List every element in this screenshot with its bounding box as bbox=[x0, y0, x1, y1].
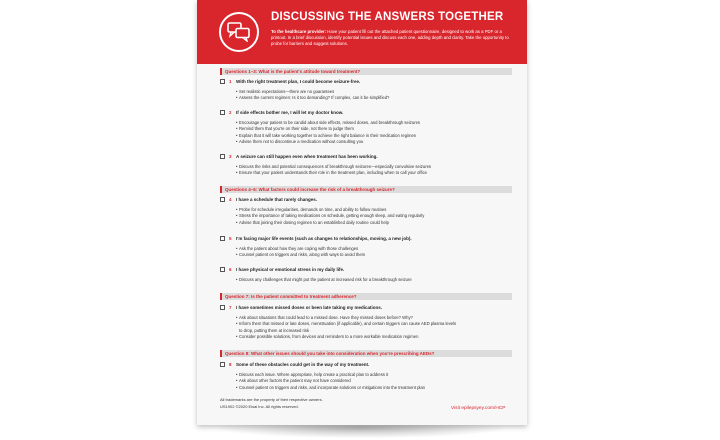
bullet-item: • Explain that it will take working together to achieve the right balance in their medication regimen bbox=[236, 133, 506, 139]
footer-link-label: Visit bbox=[451, 406, 462, 411]
speech-bubbles-icon bbox=[219, 12, 259, 52]
checkbox-5[interactable] bbox=[220, 236, 225, 241]
question-number: 1 bbox=[229, 78, 232, 84]
question-text: If side effects bother me, I will let my doctor know. bbox=[236, 109, 344, 115]
bullet-item: • Stress the importance of taking medications on schedule, getting enough sleep, and eating regularly bbox=[236, 213, 506, 219]
bullet-item: • Discuss any challenges that might put the patient at increased risk for a breakthrough seizure bbox=[236, 277, 506, 283]
intro-label: To the healthcare provider: bbox=[271, 29, 327, 34]
footer-link-url[interactable]: epilepsyey.com/HCP bbox=[461, 406, 506, 411]
question-text: Some of these obstacles could get in the way of my treatment. bbox=[236, 361, 370, 367]
question-number: 8 bbox=[229, 361, 232, 367]
bullet-list bbox=[236, 246, 506, 259]
question-text: I have sometimes missed doses or been late taking my medications. bbox=[236, 304, 383, 310]
bullet-item: • Ask the patient about how they are coping with those challenges bbox=[236, 246, 506, 252]
bullet-list bbox=[236, 89, 506, 102]
question-text: I'm facing major life events (such as changes to relationships, moving, a new job). bbox=[236, 235, 412, 241]
checkbox-7[interactable] bbox=[220, 305, 225, 310]
bullet-item: • Ensure that your patient understands their role in the treatment plan, including when to call your office bbox=[236, 170, 506, 176]
question-number: 4 bbox=[229, 196, 232, 202]
footer-link[interactable] bbox=[451, 406, 505, 411]
bullet-item: to drop, putting them at increased risk bbox=[239, 327, 310, 333]
bullet-item: • Counsel patient on triggers and risks, along with ways to avoid them bbox=[236, 252, 506, 258]
question-number: 7 bbox=[229, 304, 232, 310]
document-sheet bbox=[197, 0, 527, 425]
bullet-item: • Probe for schedule irregularities, demands on time, and ability to follow routines bbox=[236, 207, 506, 213]
checkbox-4[interactable] bbox=[220, 197, 225, 202]
bullet-item: • Encourage your patient to be candid about side effects, missed doses, and breakthrough seizures bbox=[236, 120, 506, 126]
bullet-item: • Ask about other factors the patient may not have considered bbox=[236, 378, 506, 384]
question-text: I have physical or emotional stress in my daily life. bbox=[236, 266, 345, 272]
bullet-item: • Set realistic expectations—there are no guarantees bbox=[236, 89, 506, 95]
checkbox-3[interactable] bbox=[220, 154, 225, 159]
bullet-item: • Ask about situations that could lead to a missed dose. Have they missed doses before? Why? bbox=[236, 315, 506, 321]
question-number: 3 bbox=[229, 153, 232, 159]
bullet-item: • Consider possible solutions, from devices and reminders to a more workable medication regimen bbox=[236, 334, 506, 340]
header-banner bbox=[197, 0, 527, 64]
question-number: 2 bbox=[229, 109, 232, 115]
checkbox-1[interactable] bbox=[220, 79, 225, 84]
bullet-item: • Assess the current regimen: Is it too demanding? If complex, can it be simplified? bbox=[236, 95, 506, 101]
footer-copyright: US1902 ©2020 Eisai Inc. All rights reserved. bbox=[220, 404, 299, 409]
bullet-item: • Discuss each issue. Where appropriate, help create a practical plan to address it bbox=[236, 372, 506, 378]
bullet-list bbox=[236, 372, 506, 391]
section-header-4: Question 8: What other issues should you take into consideration when you're prescribing AEDs? bbox=[220, 350, 512, 357]
question-text: A seizure can still happen even when treatment has been working. bbox=[236, 153, 378, 159]
bullet-item: • Inform them that missed or late doses, menstruation (if applicable), and certain triggers can cause AED plasma levels bbox=[236, 321, 506, 327]
section-header-1: Questions 1–3: What is the patient's attitude toward treatment? bbox=[220, 68, 512, 75]
intro-text: Have your patient fill out the attached patient questionnaire, designed to work as a PDF or a printout. In a brief discussion, identify potential issues and discuss each one, adding depth and clarity. Take the opportunity to probe for barriers and suggest solutions. bbox=[271, 29, 509, 46]
bullet-item: • Discuss the risks and potential consequences of breakthrough seizures—especially convulsive seizures bbox=[236, 164, 506, 170]
bullet-item: • Advise that joining their dosing regimen to an established daily routine could help bbox=[236, 220, 506, 226]
section-header-3: Question 7: Is the patient committed to treatment adherence? bbox=[220, 293, 512, 300]
document-title: DISCUSSING THE ANSWERS TOGETHER bbox=[271, 11, 504, 23]
question-text: I have a schedule that rarely changes. bbox=[236, 196, 318, 202]
bullet-list bbox=[236, 164, 506, 177]
bullet-item: • Counsel patient on triggers and risks, and incorporate solutions or mitigations into the treatment plan bbox=[236, 385, 506, 391]
bullet-list bbox=[236, 315, 506, 341]
checkbox-2[interactable] bbox=[220, 110, 225, 115]
question-number: 5 bbox=[229, 235, 232, 241]
checkbox-8[interactable] bbox=[220, 362, 225, 367]
bullet-item: • Remind them that you're on their side, not there to judge them bbox=[236, 126, 506, 132]
checkbox-6[interactable] bbox=[220, 267, 225, 272]
bullet-list bbox=[236, 207, 506, 226]
bullet-item: • Advise them not to discontinue a medication without consulting you bbox=[236, 139, 506, 145]
section-header-2: Questions 4–6: What factors could increase the risk of a breakthrough seizure? bbox=[220, 186, 512, 193]
footer-trademark: All trademarks are the property of their respective owners. bbox=[220, 397, 323, 402]
bullet-list bbox=[236, 277, 506, 283]
question-text: With the right treatment plan, I could become seizure-free. bbox=[236, 78, 361, 84]
bullet-list bbox=[236, 120, 506, 146]
question-number: 6 bbox=[229, 266, 232, 272]
intro-paragraph bbox=[271, 29, 515, 47]
